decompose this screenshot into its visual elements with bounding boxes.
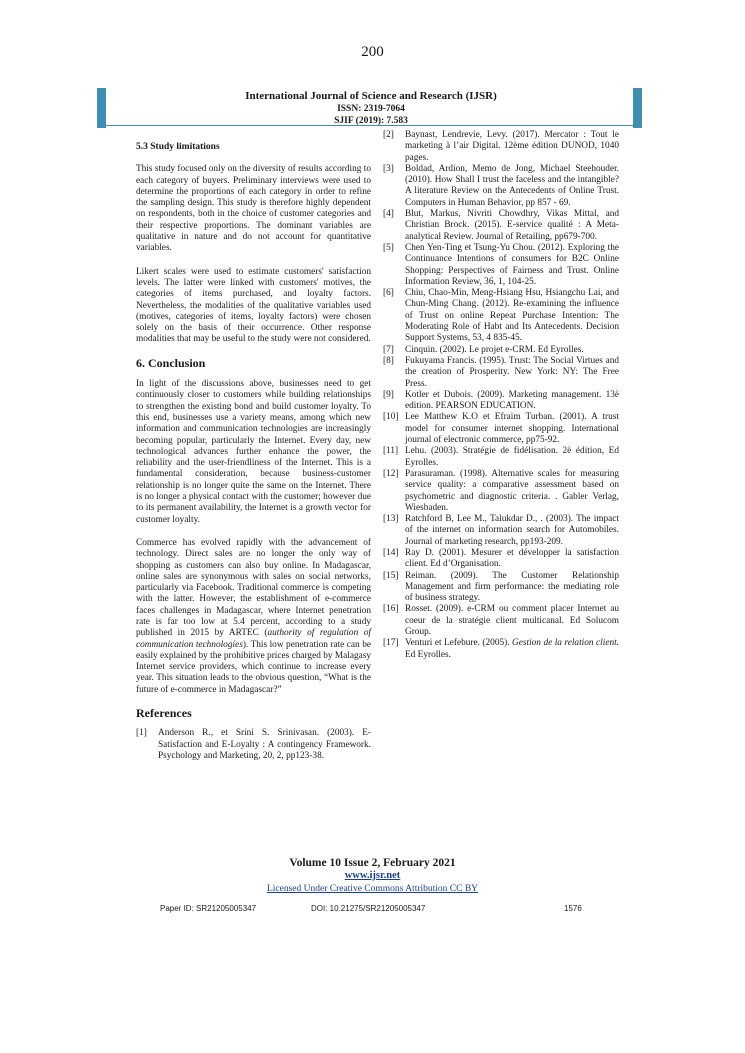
reference-number: [2] bbox=[383, 130, 394, 140]
paragraph bbox=[136, 538, 371, 696]
reference-text: Kotler et Dubois. (2009). Marketing management. 13è edition. PEARSON EDUCATION. bbox=[405, 389, 619, 412]
reference-text: Chen Yen-Ting et Tsung-Yu Chou. (2012). Exploring the Continuance Intentions of consumers for B2C Online Shopping: Perspectives of Fairness and Trust. Online Information Review, 36, 1, 104-25. bbox=[405, 242, 619, 287]
footer-paper-id: Paper ID: SR21205005347 bbox=[160, 904, 257, 913]
reference-text: Ratchford B, Lee M., Talukdar D., . (2003). The impact of the internet on information search for Automobiles. Journal of marketing research, pp193-209. bbox=[405, 514, 619, 547]
reference-text: Fukuyama Francis. (1995). Trust: The Social Virtues and the creation of Prosperity. New York: NY: The Free Press. bbox=[405, 355, 619, 389]
reference-number: [17] bbox=[383, 638, 399, 649]
reference-item bbox=[383, 412, 619, 446]
reference-item bbox=[383, 604, 619, 638]
journal-header bbox=[110, 90, 632, 127]
reference-number: [16] bbox=[383, 604, 399, 615]
reference-number: [13] bbox=[383, 514, 399, 525]
paragraph: In light of the discussions above, businesses need to get continuously closer to customers while building relationships to strengthen the existing bond and build customer loyalty. To this end, businesses use a variety means, among which new information and communication technologies are increasingly becoming popular, particularly the Internet. Every day, new technological advances further enhance the power, the reliability and the user-friendliness of the Internet. This is a fundamental consideration, because business-customer relationship is no longer quite the same on the Internet. There is no longer a physical contact with the customer; however due to its permanent availability, the Internet is a growth vector for customer loyalty. bbox=[136, 379, 371, 525]
reference-item bbox=[383, 446, 619, 469]
reference-number: [7] bbox=[383, 344, 394, 355]
reference-text: Lee Matthew K.O et Efraim Turban. (2001). A trust model for consumer internet shopping. International journal of electronic commerce, pp75-92. bbox=[405, 412, 619, 446]
reference-item bbox=[383, 356, 619, 390]
reference-item bbox=[383, 571, 619, 605]
reference-item bbox=[383, 514, 619, 548]
subsection-heading: 5.3 Study limitations bbox=[136, 142, 220, 152]
reference-text-part: Ed Eyrolles. bbox=[405, 649, 451, 660]
reference-number: [10] bbox=[383, 412, 399, 423]
reference-number: [12] bbox=[383, 468, 399, 479]
reference-number: [15] bbox=[383, 570, 399, 581]
reference-item bbox=[383, 164, 619, 209]
paragraph: This study focused only on the diversity of results according to each category of buyers. Preliminary interviews were used to determine the proportions of each category in order to refine the sampling design. This study is therefore highly dependent on respondents, both in the choice of customer categories and their respective proportions. The dominant variables are qualitative in nature and do not account for quantitative variables. bbox=[136, 164, 371, 254]
reference-item bbox=[383, 209, 619, 243]
reference-text: Anderson R., et Srini S. Srinivasan. (2003). E-Satisfaction and E-Loyalty : A contingency Framework. Psychology and Marketing, 20, 2, pp123-38. bbox=[158, 728, 371, 761]
journal-title: International Journal of Science and Research (IJSR) bbox=[245, 90, 497, 102]
reference-number: [8] bbox=[383, 355, 394, 366]
footer-license-link[interactable]: Licensed Under Creative Commons Attribution CC BY bbox=[266, 884, 479, 894]
journal-issn: ISSN: 2319-7064 bbox=[337, 104, 405, 114]
reference-item bbox=[383, 390, 619, 413]
reference-text-part: Venturi et Lefebure. (2005). bbox=[405, 638, 513, 649]
reference-text bbox=[405, 638, 619, 661]
reference-item bbox=[383, 243, 619, 288]
reference-text: Reiman. (2009). The Customer Relationship Management and firm performance: the mediating role of business strategy. bbox=[405, 570, 619, 604]
reference-text: Parasuraman. (1998). Alternative scales for measuring service quality: a comparative assessment based on psychometric and diagnostic criteria. . Gabler Verlag, Wiesbaden. bbox=[405, 468, 619, 513]
left-column bbox=[136, 130, 371, 762]
reference-item bbox=[383, 548, 619, 571]
page-number: 200 bbox=[361, 44, 384, 60]
journal-sjif: SJIF (2019): 7.583 bbox=[334, 116, 408, 126]
reference-italic-title: Gestion de la relation client. bbox=[512, 638, 619, 649]
reference-item bbox=[383, 130, 619, 164]
reference-item bbox=[383, 345, 619, 356]
reference-number: [4] bbox=[383, 209, 394, 220]
header-accent-bar-left bbox=[97, 88, 106, 128]
reference-text: Rosset. (2009). e-CRM ou comment placer Internet au coeur de la stratégie client multicanal. Ed Solucom Group. bbox=[405, 604, 619, 638]
footer-volume: Volume 10 Issue 2, February 2021 bbox=[289, 857, 456, 869]
header-rule bbox=[97, 125, 642, 126]
reference-text: Lehu. (2003). Stratégie de fidélisation. 2è édition, Ed Eyrolles. bbox=[405, 446, 619, 468]
reference-text: Blut, Markus, Nivriti Chowdhry, Vikas Mittal, and Christian Brock. (2015). E-service qualité : A Meta-analytical Review. Journal of Retailing, pp679-700. bbox=[405, 209, 619, 242]
reference-number: [14] bbox=[383, 547, 399, 558]
reference-text: Chiu, Chao-Min, Meng-Hsiang Hsu, Hsiangchu Lai, and Chun-Ming Chang. (2012). Re-examining the influence of Trust on online Repeat Purchase Intention: The Moderating Role of Habt and Its Antecedents. Decision Support Systems, 53, 4 835-45. bbox=[405, 288, 619, 344]
reference-number: [1] bbox=[136, 728, 147, 739]
reference-text: Cinquin. (2002). Le projet e-CRM. Ed Eyrolles. bbox=[405, 344, 584, 355]
reference-text: Boldad, Ardion, Memo de Jong, Michael Steehouder. (2010). How Shall I trust the faceless and the intangible? A literature Review on the Antecedents of Online Trust. Computers in Human Behavior, pp 857 - 69. bbox=[405, 163, 619, 208]
right-column bbox=[383, 130, 619, 661]
header-accent-bar-right bbox=[633, 88, 642, 128]
paragraph-text: ). This low penetration rate can be easily explained by the prohibitive prices charged by Malagasy Internet service providers, which continue to increase every year. This situation leads to the obvious question, “What is the future of e-commerce in Madagascar?” bbox=[136, 639, 371, 695]
reference-number: [6] bbox=[383, 288, 394, 299]
reference-item bbox=[383, 288, 619, 344]
reference-text: Ray D. (2001). Mesurer et développer la satisfaction client. Ed d’Organisation. bbox=[405, 547, 619, 570]
footer-page-number: 1576 bbox=[564, 904, 582, 913]
footer-doi: DOI: 10.21275/SR21205005347 bbox=[311, 904, 426, 913]
reference-list bbox=[383, 130, 619, 638]
reference-number: [9] bbox=[383, 389, 394, 400]
reference-number: [5] bbox=[383, 242, 394, 253]
paragraph-italic-text: authority of regulation of communication technologies bbox=[136, 628, 371, 650]
reference-text: Baynast, Lendrevie, Levy. (2017). Mercator : Tout le marketing à l’air Digital. 12ème édition DUNOD, 1040 pages. bbox=[405, 130, 619, 163]
reference-item bbox=[383, 638, 619, 661]
paragraph-text: Commerce has evolved rapidly with the advancement of technology. Direct sales are no longer the only way of shopping as customers can also buy online. In Madagascar, online sales are synonymous with sales on social networks, particularly via Facebook. Traditional commerce is competing with the latter. However, the establishment of e-commerce faces challenges in Madagascar, where Internet penetration rate is far too low at 5.4 percent, according to a study published in 2015 by ARTEC ( bbox=[136, 537, 371, 639]
reference-item bbox=[383, 469, 619, 514]
reference-number: [11] bbox=[383, 446, 399, 457]
reference-number: [3] bbox=[383, 163, 394, 174]
section-heading-conclusion: 6. Conclusion bbox=[136, 355, 206, 370]
footer-website-link[interactable]: www.ijsr.net bbox=[344, 870, 401, 881]
references-heading: References bbox=[136, 706, 192, 721]
paragraph: Likert scales were used to estimate customers' satisfaction levels. The latter were linked with customers' motives, the categories of items purchased, and loyalty factors. Nevertheless, the modalities of the qualitative variables used (motives, categories of items, loyalty factors) were chosen solely on the basis of their occurrence. Other response modalities that may be useful to the study were not considered. bbox=[136, 266, 371, 345]
reference-item bbox=[136, 728, 371, 762]
